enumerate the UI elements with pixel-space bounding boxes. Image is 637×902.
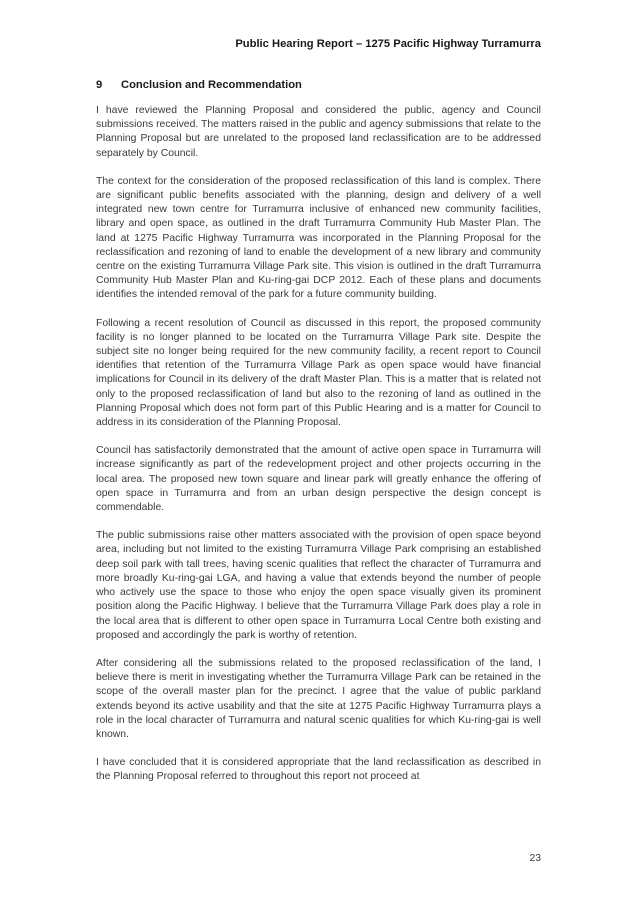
paragraph: I have reviewed the Planning Proposal and considered the public, agency and Council submissions received. The matters raised in the public and agency submissions that relate to the Planning Proposal but are unrelated to the proposed land reclassification are to be addressed separately by Council. (96, 105, 541, 159)
running-header: Public Hearing Report – 1275 Pacific Highway Turramurra (235, 38, 541, 50)
paragraph: The context for the consideration of the proposed reclassification of this land is complex. There are significant public benefits associated with the planning, design and delivery of a well integrated new town centre for Turramurra inclusive of enhanced new community facilities, library and open space, as outlined in the draft Turramurra Community Hub Master Plan. The land at 1275 Pacific Highway Turramurra was incorporated in the Planning Proposal for the reclassification and rezoning of land to enable the development of a new library and community centre on the existing Turramurra Village Park site. This vision is outlined in the draft Turramurra Community Hub Master Plan and Ku-ring-gai DCP 2012. Each of these plans and documents identifies the intended removal of the park for a future community building. (96, 175, 541, 301)
paragraph: After considering all the submissions related to the proposed reclassification of the land, I believe there is merit in investigating whether the Turramurra Village Park can be retained in the scope of the overall master plan for the precinct. I agree that the value of public parkland extends beyond its active usability and that the site at 1275 Pacific Highway Turramurra plays a role in the local character of Turramurra and natural scenic qualities for which Ku-ring-gai is well known. (96, 657, 541, 740)
paragraph: The public submissions raise other matters associated with the provision of open space beyond area, including but not limited to the existing Turramurra Village Park comprising an established deep soil park with tall trees, having scenic qualities that reflect the character of Turramurra and more broadly Ku-ring-gai LGA, and having a value that extends beyond the number of people who actively use the space to those who enjoy the open space visually given its prominent position along the Pacific Highway. I believe that the Turramurra Village Park does play a role in the local area that is different to other open space in Turramurra Local Centre both existing and proposed and accordingly the park is worthy of retention. (96, 530, 541, 641)
section-number: 9 (96, 79, 103, 91)
page-number: 23 (529, 853, 541, 864)
section-heading (96, 79, 302, 91)
paragraph: Council has satisfactorily demonstrated that the amount of active open space in Turramurra will increase significantly as part of the redevelopment project and other projects occurring in the local area. The proposed new town square and linear park will greatly enhance the offering of open space in Turramurra and from an urban design perspective the design concept is commendable. (96, 445, 541, 514)
paragraph: Following a recent resolution of Council as discussed in this report, the proposed community facility is no longer planned to be located on the Turramurra Village Park site. Despite the subject site no longer being required for the new community facility, a recent report to Council identifies that retention of the Turramurra Village Park as open space would have financial implications for Council in its delivery of the draft Master Plan. This is a matter that is related not only to the proposed reclassification of land but also to the rezoning of land as outlined in the Planning Proposal which does not form part of this Public Hearing and is a matter for Council to address in its consideration of the Planning Proposal. (96, 317, 541, 429)
paragraph: I have concluded that it is considered appropriate that the land reclassification as described in the Planning Proposal referred to throughout this report not proceed at (96, 757, 541, 783)
body-text (96, 104, 541, 799)
section-title: Conclusion and Recommendation (121, 79, 302, 91)
